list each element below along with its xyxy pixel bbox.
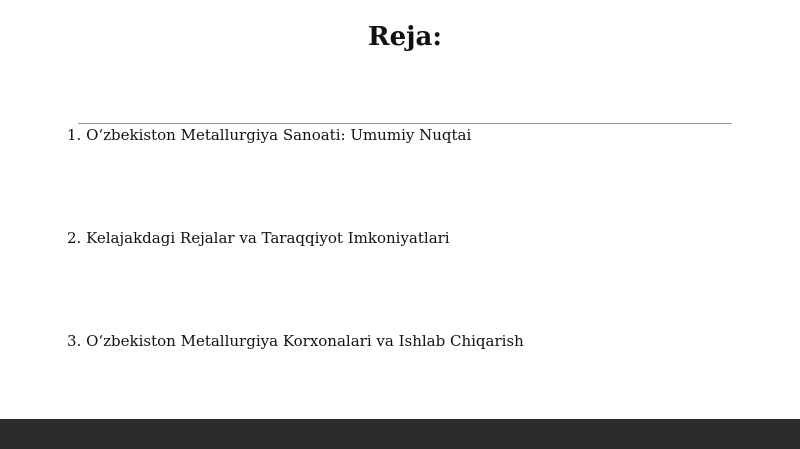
plan-item-3: 3. O‘zbekiston Metallurgiya Korxonalari va Ishlab Chiqarish	[67, 332, 524, 350]
bottom-bar	[0, 419, 800, 449]
plan-item-1: 1. O‘zbekiston Metallurgiya Sanoati: Umumiy Nuqtai	[67, 126, 472, 144]
slide-title: Reja:	[367, 22, 442, 52]
title-divider	[78, 123, 732, 124]
plan-item-2: 2. Kelajakdagi Rejalar va Taraqqiyot Imkoniyatlari	[67, 229, 450, 247]
